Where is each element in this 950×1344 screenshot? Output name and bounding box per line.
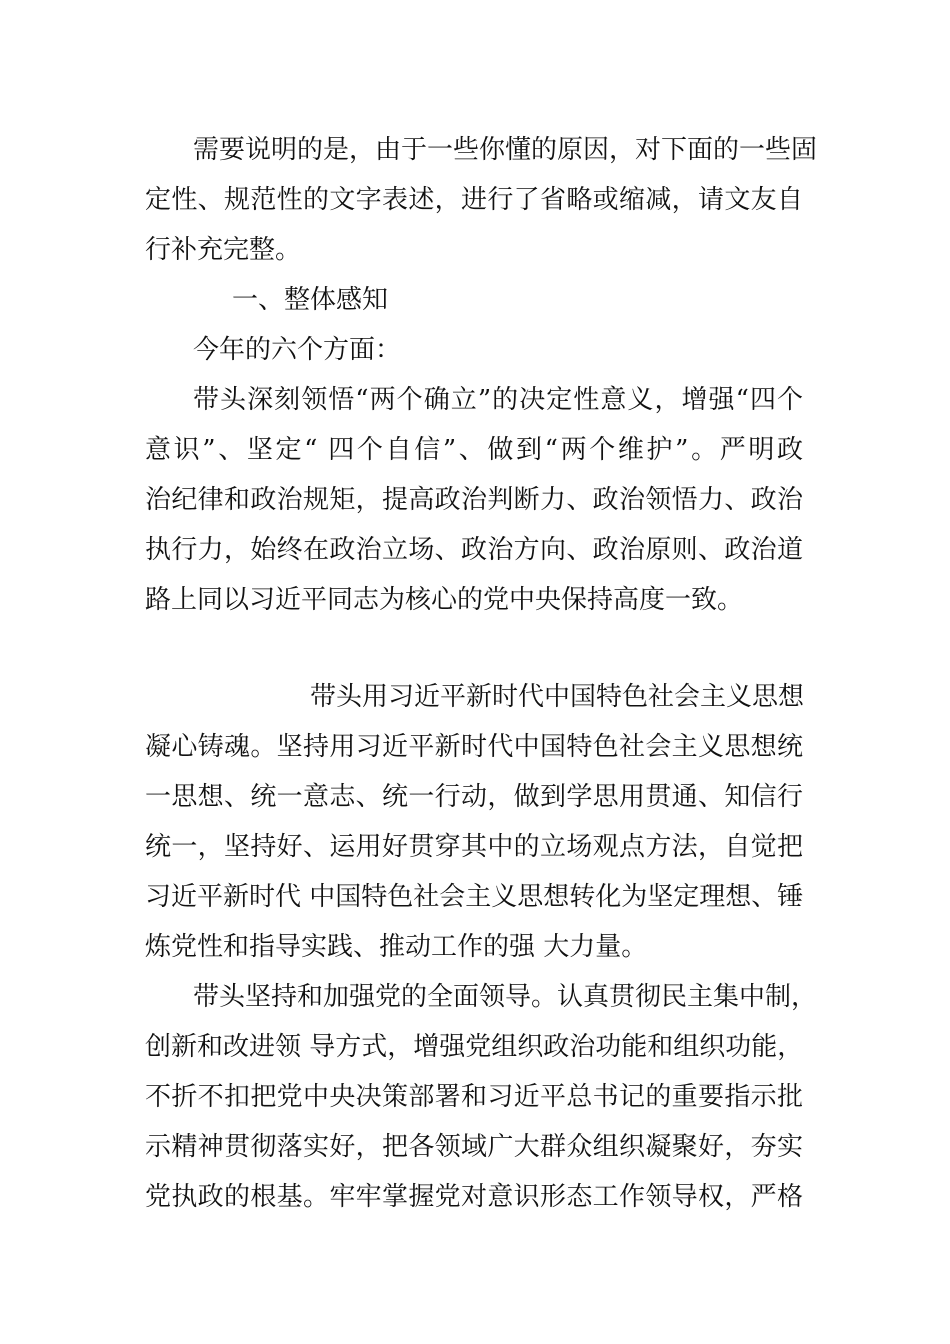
section-heading: 一、整体感知 [232,285,389,315]
paragraph-1-line-5: 路上同以习近平同志为核心的党中央保持高度一致。 [145,585,744,615]
paragraph-3-line-3: 不折不扣把党中央决策部署和习近平总书记的重要指示批 [145,1082,803,1112]
paragraph-intro-line-2: 定性、规范性的文字表述，进行了省略或缩减，请文友自 [145,185,803,215]
paragraph-2-line-3: 一思想、统一意志、统一行动，做到学思用贯通、知信行 [145,782,803,812]
paragraph-3-line-1: 带头坚持和加强党的全面领导。认真贯彻民主集中制， [193,982,818,1012]
paragraph-2-line-1: 带头用习近平新时代中国特色社会主义思想 [310,682,805,712]
paragraph-2-line-4: 统一，坚持好、运用好贯穿其中的立场观点方法，自觉把 [145,832,803,862]
paragraph-2-line-5: 习近平新时代 中国特色社会主义思想转化为坚定理想、锤 [145,882,804,912]
paragraph-intro-line-3: 行补充完整。 [145,235,302,265]
paragraph-2-line-2: 凝心铸魂。坚持用习近平新时代中国特色社会主义思想统 [145,732,803,762]
paragraph-3-line-4: 示精神贯彻落实好，把各领域广大群众组织凝聚好，夯实 [145,1132,803,1162]
paragraph-3-line-2: 创新和改进领 导方式，增强党组织政治功能和组织功能， [145,1032,804,1062]
paragraph-1-line-2: 意识”、坚定“ 四个自信”、做到“两个维护”。严明政 [145,435,803,465]
paragraph-1-line-3: 治纪律和政治规矩，提高政治判断力、政治领悟力、政治 [145,485,803,515]
paragraph-1-line-1: 带头深刻领悟“两个确立”的决定性意义，增强“四个 [193,385,803,415]
subsection-label: 今年的六个方面： [193,335,402,365]
paragraph-3-line-5: 党执政的根基。牢牢掌握党对意识形态工作领导权，严格 [145,1182,803,1212]
paragraph-1-line-4: 执行力，始终在政治立场、政治方向、政治原则、政治道 [145,535,803,565]
paragraph-intro-line-1: 需要说明的是，由于一些你懂的原因，对下面的一些固 [193,135,818,165]
paragraph-2-line-6: 炼党性和指导实践、推动工作的强 大力量。 [145,932,648,962]
